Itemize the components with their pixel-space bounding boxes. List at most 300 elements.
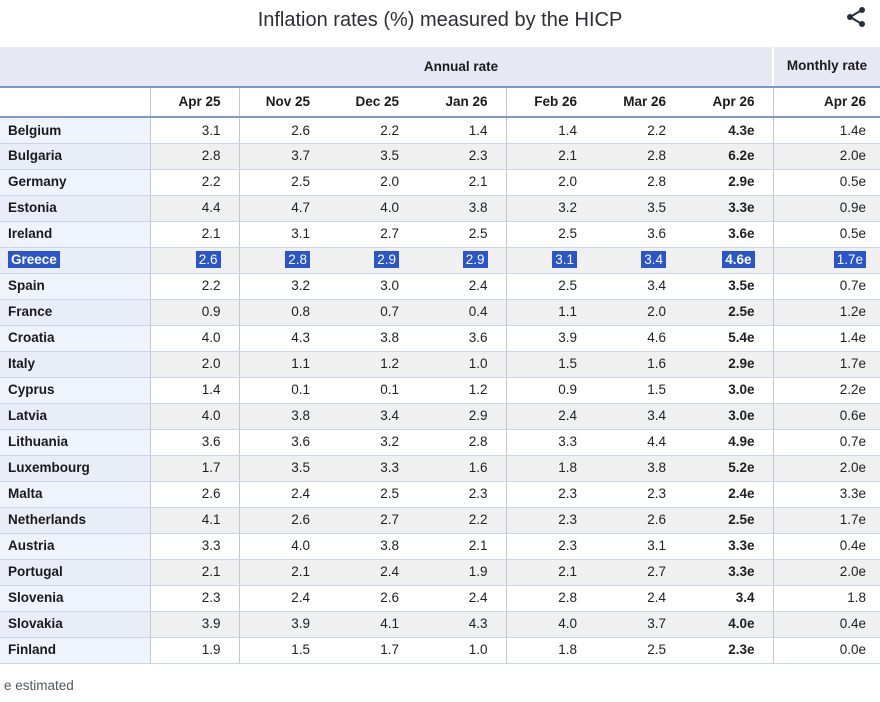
annual-value-cell: [417, 351, 506, 377]
cell-text: Malta: [8, 486, 43, 502]
share-button[interactable]: [844, 3, 870, 29]
cell-text: 2.1: [291, 564, 310, 580]
cell-text: 0.4e: [839, 538, 867, 554]
cell-text: 1.2: [380, 356, 399, 372]
annual-value-cell: [239, 403, 328, 429]
annual-value-cell: [684, 403, 773, 429]
cell-text: 3.5e: [728, 278, 755, 294]
cell-text: Ireland: [8, 226, 53, 242]
country-cell[interactable]: [0, 299, 150, 325]
cell-text: 3.8: [647, 460, 666, 476]
monthly-value-cell: [773, 403, 880, 429]
estimated-footnote: e estimated: [4, 677, 74, 693]
table-row[interactable]: [0, 273, 880, 299]
cell-text: 0.6e: [839, 408, 867, 424]
cell-text: 3.1: [201, 122, 221, 138]
annual-value-cell: [417, 221, 506, 247]
table-row[interactable]: [0, 455, 880, 481]
monthly-value-cell: [773, 325, 880, 351]
table-row[interactable]: [0, 429, 880, 455]
annual-value-cell: [150, 559, 239, 585]
cell-text: 1.6: [647, 356, 666, 372]
cell-text: 3.3e: [839, 486, 867, 502]
annual-value-cell: [417, 195, 506, 221]
cell-text: 2.8: [647, 174, 666, 190]
annual-value-cell: [417, 325, 506, 351]
country-cell[interactable]: [0, 637, 150, 663]
cell-text: 1.6: [468, 460, 488, 476]
selected-text: 4.6e: [722, 251, 754, 268]
cell-text: 3.5: [380, 148, 399, 164]
annual-value-cell: [595, 195, 684, 221]
annual-value-cell: [506, 351, 595, 377]
annual-value-cell: [684, 195, 773, 221]
annual-value-cell: [328, 143, 417, 169]
cell-text: 1.4: [558, 122, 577, 138]
monthly-value-cell: [773, 481, 880, 507]
cell-text: 3.3e: [728, 538, 755, 554]
annual-value-cell: [506, 637, 595, 663]
table-row[interactable]: [0, 143, 880, 169]
cell-text: 2.9: [468, 408, 488, 424]
annual-value-cell: [506, 403, 595, 429]
cell-text: 4.3e: [728, 122, 755, 138]
annual-value-cell: [506, 585, 595, 611]
annual-value-cell: [684, 611, 773, 637]
cell-text: 3.3e: [728, 564, 755, 580]
cell-text: 0.7e: [839, 434, 867, 450]
cell-text: Lithuania: [8, 434, 68, 450]
annual-value-cell: [150, 169, 239, 195]
annual-value-cell: [506, 533, 595, 559]
cell-text: 2.3: [558, 538, 577, 554]
cell-text: 0.7: [380, 304, 399, 320]
annual-value-cell: [417, 637, 506, 663]
cell-text: 1.8: [558, 460, 577, 476]
monthly-value-cell: [773, 585, 880, 611]
selected-text: Greece: [8, 251, 60, 268]
annual-value-cell: [417, 247, 506, 273]
cell-text: 3.8: [380, 330, 399, 346]
annual-value-cell: [328, 377, 417, 403]
table-body: [0, 117, 880, 663]
annual-value-cell: [328, 585, 417, 611]
annual-value-cell: [595, 299, 684, 325]
annual-value-cell: [328, 273, 417, 299]
cell-text: 2.7: [647, 564, 666, 580]
cell-text: 2.7: [380, 512, 399, 528]
annual-value-cell: [417, 273, 506, 299]
cell-text: 1.8: [558, 642, 577, 658]
country-cell[interactable]: [0, 247, 150, 273]
annual-value-cell: [150, 533, 239, 559]
annual-value-cell: [595, 637, 684, 663]
monthly-value-cell: [773, 169, 880, 195]
cell-text: 2.4: [291, 590, 310, 606]
cell-text: 1.4: [468, 122, 488, 138]
cell-text: 3.3e: [728, 200, 755, 216]
cell-text: 2.4: [468, 278, 488, 294]
monthly-value-cell: [773, 221, 880, 247]
annual-value-cell: [417, 429, 506, 455]
cell-text: 2.2: [201, 278, 221, 294]
annual-value-cell: [595, 169, 684, 195]
cell-text: 1.5: [647, 382, 666, 398]
annual-value-cell: [595, 611, 684, 637]
country-cell[interactable]: [0, 377, 150, 403]
table-row[interactable]: [0, 637, 880, 663]
annual-value-cell: [328, 325, 417, 351]
country-cell[interactable]: [0, 585, 150, 611]
cell-text: 0.5e: [839, 174, 867, 190]
annual-value-cell: [328, 429, 417, 455]
cell-text: 3.8: [468, 200, 488, 216]
column-header-monthly: Apr 26: [773, 87, 880, 117]
selected-text: 3.4: [641, 251, 666, 268]
table-row[interactable]: [0, 377, 880, 403]
cell-text: 3.1: [291, 226, 310, 242]
annual-value-cell: [417, 377, 506, 403]
cell-text: Cyprus: [8, 382, 55, 398]
annual-value-cell: [595, 273, 684, 299]
cell-text: 2.4: [647, 590, 666, 606]
annual-value-cell: [328, 247, 417, 273]
annual-value-cell: [506, 117, 595, 143]
column-header: Feb 26: [506, 87, 595, 117]
cell-text: 2.3: [647, 486, 666, 502]
cell-text: 1.1: [558, 304, 577, 320]
annual-value-cell: [328, 455, 417, 481]
cell-text: 1.4: [201, 382, 221, 398]
annual-value-cell: [328, 559, 417, 585]
cell-text: 2.0: [647, 304, 666, 320]
annual-value-cell: [150, 507, 239, 533]
country-cell[interactable]: [0, 221, 150, 247]
country-cell[interactable]: [0, 611, 150, 637]
country-cell[interactable]: [0, 533, 150, 559]
cell-text: 3.3: [201, 538, 221, 554]
annual-value-cell: [684, 325, 773, 351]
annual-value-cell: [239, 611, 328, 637]
monthly-value-cell: [773, 299, 880, 325]
cell-text: 0.0e: [839, 642, 867, 658]
annual-value-cell: [417, 533, 506, 559]
selected-text: 3.1: [552, 251, 577, 268]
selected-text: 2.9: [374, 251, 399, 268]
cell-text: 3.8: [380, 538, 399, 554]
cell-text: 3.0e: [728, 408, 755, 424]
cell-text: 2.7: [380, 226, 399, 242]
cell-text: 0.9: [201, 304, 221, 320]
annual-value-cell: [595, 585, 684, 611]
cell-text: 2.2: [468, 512, 488, 528]
cell-text: Finland: [8, 642, 56, 658]
annual-value-cell: [150, 351, 239, 377]
annual-value-cell: [239, 351, 328, 377]
annual-value-cell: [684, 481, 773, 507]
annual-value-cell: [506, 325, 595, 351]
table-row[interactable]: [0, 195, 880, 221]
annual-value-cell: [595, 533, 684, 559]
cell-text: 1.0: [468, 356, 488, 372]
column-header: Apr 25: [150, 87, 239, 117]
cell-text: Netherlands: [8, 512, 87, 528]
monthly-value-cell: [773, 507, 880, 533]
annual-value-cell: [595, 377, 684, 403]
cell-text: 2.5e: [728, 512, 755, 528]
annual-value-cell: [239, 299, 328, 325]
monthly-rate-header: Monthly rate: [773, 47, 880, 87]
annual-value-cell: [506, 429, 595, 455]
annual-value-cell: [595, 117, 684, 143]
annual-value-cell: [150, 403, 239, 429]
annual-value-cell: [595, 247, 684, 273]
cell-text: 3.2: [558, 200, 577, 216]
cell-text: 4.0: [380, 200, 399, 216]
monthly-value-cell: [773, 273, 880, 299]
country-cell[interactable]: [0, 481, 150, 507]
cell-text: 3.2: [380, 434, 399, 450]
cell-text: 2.2e: [839, 382, 867, 398]
monthly-value-cell: [773, 351, 880, 377]
table-row[interactable]: [0, 403, 880, 429]
annual-value-cell: [506, 611, 595, 637]
share-icon: [844, 4, 868, 28]
selected-text: 2.6: [196, 251, 221, 268]
cell-text: 3.4: [380, 408, 399, 424]
annual-value-cell: [150, 611, 239, 637]
page-title: Inflation rates (%) measured by the HICP: [257, 9, 623, 31]
annual-value-cell: [328, 611, 417, 637]
cell-text: 2.4e: [728, 486, 755, 502]
cell-text: 1.7: [380, 642, 399, 658]
annual-value-cell: [239, 325, 328, 351]
cell-text: 1.5: [291, 642, 310, 658]
annual-value-cell: [417, 403, 506, 429]
cell-text: 3.6: [291, 434, 310, 450]
annual-value-cell: [328, 299, 417, 325]
annual-value-cell: [150, 481, 239, 507]
annual-value-cell: [417, 481, 506, 507]
cell-text: 2.0e: [839, 460, 867, 476]
cell-text: 2.4: [291, 486, 310, 502]
cell-text: 0.4e: [839, 616, 867, 632]
table-row[interactable]: [0, 351, 880, 377]
cell-text: 1.1: [291, 356, 310, 372]
cell-text: 4.4: [201, 200, 221, 216]
table-row[interactable]: [0, 533, 880, 559]
annual-value-cell: [417, 169, 506, 195]
country-cell[interactable]: [0, 351, 150, 377]
country-cell[interactable]: [0, 117, 150, 143]
table-row[interactable]: [0, 611, 880, 637]
table-row[interactable]: [0, 169, 880, 195]
cell-text: 4.4: [647, 434, 666, 450]
annual-value-cell: [506, 507, 595, 533]
annual-value-cell: [684, 169, 773, 195]
annual-value-cell: [150, 273, 239, 299]
annual-value-cell: [684, 377, 773, 403]
annual-value-cell: [239, 637, 328, 663]
annual-value-cell: [684, 247, 773, 273]
cell-text: 2.8: [468, 434, 488, 450]
country-cell[interactable]: [0, 455, 150, 481]
cell-text: 2.5: [558, 226, 577, 242]
cell-text: Spain: [8, 278, 45, 294]
column-header: Nov 25: [239, 87, 328, 117]
annual-value-cell: [150, 637, 239, 663]
cell-text: 2.1: [558, 564, 577, 580]
monthly-value-cell: [773, 637, 880, 663]
cell-text: 3.9: [558, 330, 577, 346]
annual-value-cell: [239, 455, 328, 481]
annual-value-cell: [684, 143, 773, 169]
annual-value-cell: [506, 455, 595, 481]
cell-text: 2.0: [201, 356, 221, 372]
cell-text: 4.0: [291, 538, 310, 554]
cell-text: Bulgaria: [8, 148, 63, 164]
cell-text: 1.4e: [839, 330, 867, 346]
cell-text: 4.1: [380, 616, 399, 632]
annual-value-cell: [684, 117, 773, 143]
annual-value-cell: [684, 221, 773, 247]
annual-value-cell: [506, 143, 595, 169]
country-cell[interactable]: [0, 507, 150, 533]
monthly-value-cell: [773, 559, 880, 585]
annual-value-cell: [328, 169, 417, 195]
monthly-value-cell: [773, 247, 880, 273]
table-row[interactable]: [0, 299, 880, 325]
country-cell[interactable]: [0, 195, 150, 221]
corner-cell: [0, 47, 150, 87]
country-cell[interactable]: [0, 169, 150, 195]
cell-text: 0.9e: [839, 200, 867, 216]
cell-text: Belgium: [8, 122, 62, 138]
annual-value-cell: [239, 195, 328, 221]
annual-value-cell: [684, 637, 773, 663]
cell-text: 2.4: [380, 564, 399, 580]
cell-text: 1.9: [201, 642, 221, 658]
annual-value-cell: [595, 143, 684, 169]
annual-value-cell: [150, 299, 239, 325]
annual-value-cell: [595, 351, 684, 377]
monthly-value-cell: [773, 533, 880, 559]
annual-value-cell: [684, 507, 773, 533]
annual-value-cell: [150, 221, 239, 247]
table-row[interactable]: [0, 585, 880, 611]
cell-text: 3.0e: [728, 382, 755, 398]
annual-value-cell: [239, 533, 328, 559]
cell-text: 3.9: [201, 616, 221, 632]
table-row[interactable]: [0, 247, 880, 273]
cell-text: 2.9e: [728, 174, 755, 190]
cell-text: 2.2: [647, 122, 666, 138]
cell-text: 0.4: [468, 304, 488, 320]
annual-value-cell: [328, 117, 417, 143]
cell-text: 2.2: [201, 174, 221, 190]
cell-text: 3.1: [647, 538, 666, 554]
country-cell[interactable]: [0, 325, 150, 351]
cell-text: 2.6: [647, 512, 666, 528]
cell-text: 2.0e: [839, 148, 867, 164]
country-cell[interactable]: [0, 429, 150, 455]
annual-value-cell: [328, 195, 417, 221]
table-row[interactable]: [0, 117, 880, 143]
country-cell[interactable]: [0, 403, 150, 429]
cell-text: 2.6: [380, 590, 399, 606]
annual-value-cell: [150, 377, 239, 403]
table-row[interactable]: [0, 221, 880, 247]
monthly-value-cell: [773, 195, 880, 221]
cell-text: 2.5: [468, 226, 488, 242]
cell-text: France: [8, 304, 53, 320]
cell-text: 4.0: [558, 616, 577, 632]
cell-text: Germany: [8, 174, 67, 190]
cell-text: Estonia: [8, 200, 57, 216]
annual-value-cell: [328, 507, 417, 533]
cell-text: Austria: [8, 538, 55, 554]
cell-text: 1.8: [847, 590, 867, 606]
annual-value-cell: [595, 325, 684, 351]
cell-text: 4.0: [201, 408, 221, 424]
cell-text: 1.7e: [839, 356, 867, 372]
cell-text: 3.4: [735, 590, 755, 606]
annual-value-cell: [328, 533, 417, 559]
country-cell[interactable]: [0, 273, 150, 299]
monthly-value-cell: [773, 429, 880, 455]
table-row[interactable]: [0, 559, 880, 585]
annual-value-cell: [506, 377, 595, 403]
annual-value-cell: [595, 429, 684, 455]
annual-value-cell: [328, 351, 417, 377]
cell-text: 5.2e: [728, 460, 755, 476]
cell-text: 4.0: [201, 330, 221, 346]
annual-value-cell: [684, 299, 773, 325]
country-cell[interactable]: [0, 559, 150, 585]
cell-text: 3.6: [468, 330, 488, 346]
table-row[interactable]: [0, 325, 880, 351]
annual-value-cell: [239, 143, 328, 169]
cell-text: 4.3: [291, 330, 310, 346]
annual-value-cell: [684, 351, 773, 377]
country-cell[interactable]: [0, 143, 150, 169]
cell-text: 5.4e: [728, 330, 755, 346]
annual-value-cell: [239, 559, 328, 585]
cell-text: 2.3: [468, 486, 488, 502]
cell-text: 2.3: [558, 486, 577, 502]
cell-text: 1.5: [558, 356, 577, 372]
cell-text: 4.6: [647, 330, 666, 346]
cell-text: 2.9e: [728, 356, 755, 372]
cell-text: 2.4: [558, 408, 577, 424]
cell-text: 2.1: [468, 174, 488, 190]
table-row[interactable]: [0, 507, 880, 533]
cell-text: 4.9e: [728, 434, 755, 450]
cell-text: 3.4: [647, 408, 666, 424]
annual-value-cell: [239, 377, 328, 403]
cell-text: Luxembourg: [8, 460, 90, 476]
cell-text: 2.3: [468, 148, 488, 164]
cell-text: 0.5e: [839, 226, 867, 242]
table-row[interactable]: [0, 481, 880, 507]
annual-value-cell: [328, 481, 417, 507]
cell-text: 0.1: [380, 382, 399, 398]
annual-value-cell: [506, 169, 595, 195]
annual-value-cell: [328, 403, 417, 429]
monthly-value-cell: [773, 455, 880, 481]
annual-value-cell: [239, 169, 328, 195]
annual-value-cell: [595, 221, 684, 247]
